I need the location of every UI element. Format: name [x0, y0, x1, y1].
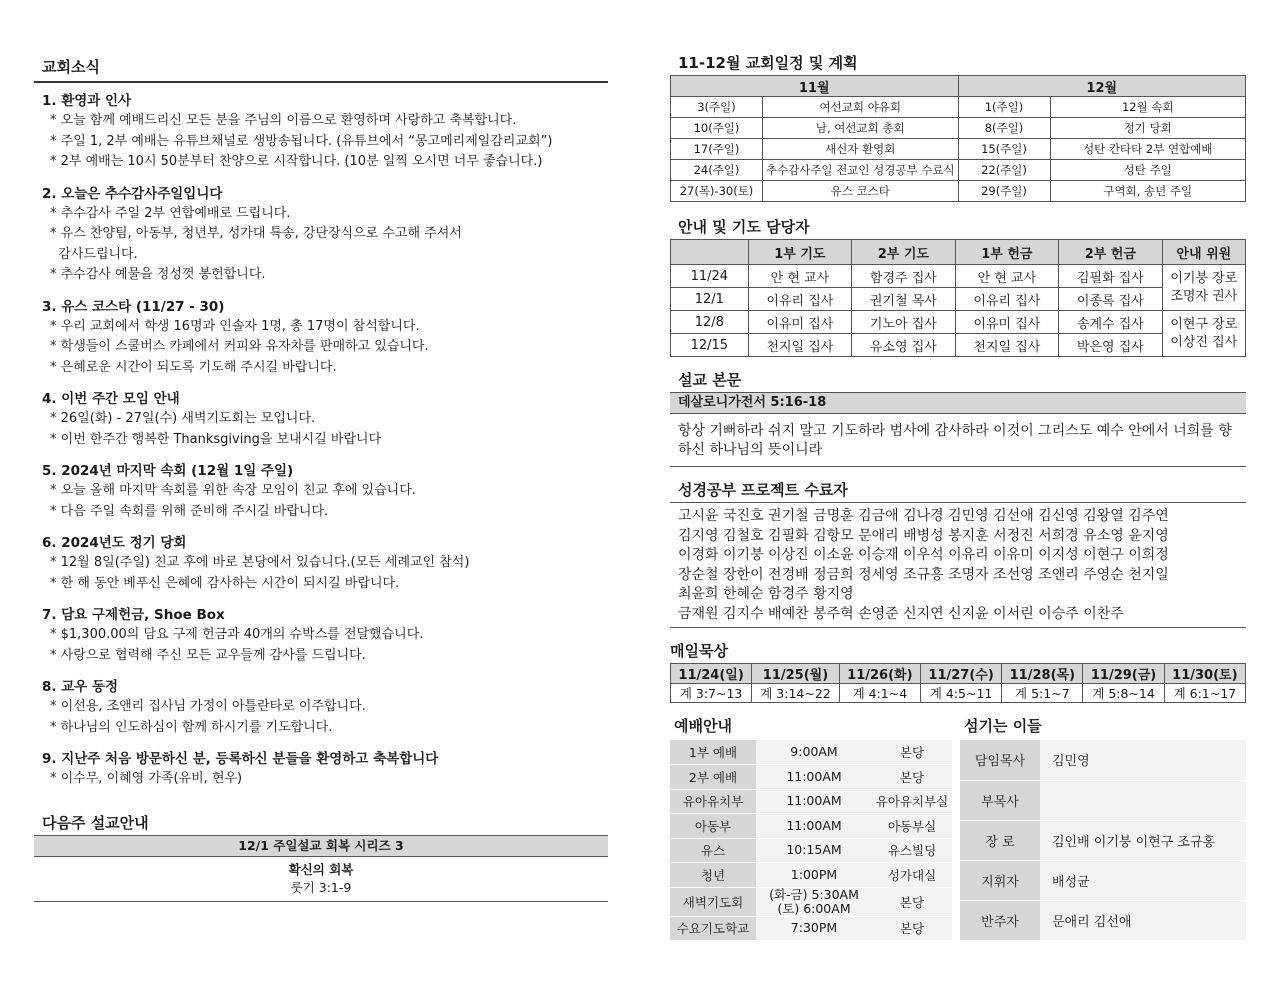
prayer-title: 안내 및 기도 담당자 [678, 218, 810, 236]
news-item [42, 389, 608, 450]
meditation-day: 11/30(토) [1164, 663, 1245, 683]
prayer-person: 천지일 집사 [955, 334, 1059, 357]
news-heading: 7. 담요 구제헌금, Shoe Box [42, 607, 225, 623]
usher-cell: 이기붕 장로 조명자 권사 [1162, 265, 1245, 311]
meditation-day: 11/27(수) [920, 663, 1001, 683]
prayer-person: 박은영 집사 [1059, 334, 1163, 357]
servers-row [960, 780, 1246, 820]
meditation-day: 11/26(화) [839, 663, 920, 683]
schedule-row [671, 181, 1246, 202]
schedule-row [671, 97, 1246, 118]
sermon-text-reference: 데살로니가전서 5:16-18 [670, 392, 1246, 414]
servers-section [960, 715, 1246, 941]
news-heading: 9. 지난주 처음 방문하신 분, 등록하신 분들을 환영하고 축복합니다 [42, 751, 439, 767]
meditation-day: 11/25(월) [752, 663, 840, 683]
prayer-table [670, 239, 1246, 357]
prayer-person: 이유미 집사 [748, 311, 852, 334]
worship-name: 2부 예배 [670, 765, 756, 790]
schedule-title: 11-12월 교회일정 및 계획 [678, 54, 858, 72]
worship-row [670, 863, 952, 888]
prayer-row [671, 311, 1246, 334]
news-line: * 은혜로운 시간이 되도록 기도해 주시길 바랍니다. [50, 359, 337, 375]
prayer-header: 1부 헌금 [955, 240, 1059, 265]
news-heading: 5. 2024년 마지막 속회 (12월 1일 주일) [42, 463, 294, 479]
right-column [670, 50, 1246, 703]
worship-place: 아동부실 [872, 814, 952, 839]
prayer-row [671, 265, 1246, 288]
news-line: * 이선용, 조앤리 집사님 가정이 아틀란타로 이주합니다. [50, 699, 366, 714]
graduates-line: 장순철 장한이 전경배 정금희 정세영 조규흥 조명자 조선영 조앤리 주영순 천지일 [678, 566, 1169, 583]
meditation-passage: 계 3:14~22 [752, 683, 840, 702]
prayer-date: 12/8 [671, 311, 749, 334]
prayer-person: 이종록 집사 [1059, 288, 1163, 311]
graduates-line: 최윤희 한혜순 함경주 황지영 [678, 586, 854, 603]
worship-place: 유아유치부실 [872, 789, 952, 814]
news-line: 감사드립니다. [50, 246, 138, 262]
news-heading: 3. 유스 코스타 (11/27 - 30) [42, 298, 225, 315]
news-list [34, 83, 608, 790]
news-line: * 한 해 동안 베푸신 은혜에 감사하는 시간이 되시길 바랍니다. [50, 575, 400, 591]
servers-role: 담임목사 [960, 740, 1040, 780]
news-heading: 4. 이번 주간 모임 안내 [42, 391, 180, 407]
servers-table [960, 740, 1246, 941]
meditation-passage: 계 5:8~14 [1083, 683, 1164, 702]
worship-row [670, 765, 952, 790]
news-line: * 이수무, 이혜영 가족(유비, 현우) [50, 771, 243, 786]
schedule-event: 여선교회 야유회 [763, 97, 959, 118]
meditation-day-row [671, 663, 1246, 683]
news-heading: 1. 환영과 인사 [42, 93, 132, 109]
worship-row [670, 789, 952, 814]
news-line: * 학생들이 스쿨버스 카페에서 커피와 유자차를 판매하고 있습니다. [50, 339, 429, 354]
prayer-header: 1부 기도 [748, 240, 852, 265]
worship-row [670, 838, 952, 863]
meditation-passage: 계 6:1~17 [1164, 683, 1245, 702]
worship-place: 본당 [872, 740, 952, 765]
next-sermon-body [34, 857, 608, 902]
month-header-december: 12월 [958, 76, 1246, 97]
schedule-event: 남, 여선교회 총회 [763, 118, 959, 139]
servers-names: 배성균 [1040, 860, 1246, 900]
worship-title: 예배안내 [674, 717, 732, 735]
news-line: * $1,300.00의 담요 구제 헌금과 40개의 슈박스를 전달했습니다. [50, 627, 424, 642]
servers-role: 지휘자 [960, 860, 1040, 900]
prayer-person: 유소영 집사 [852, 334, 956, 357]
worship-name: 새벽기도회 [670, 887, 756, 916]
prayer-header-row [671, 240, 1246, 265]
meditation-table [670, 663, 1246, 703]
prayer-person: 이유리 집사 [748, 288, 852, 311]
schedule-event: 추수감사주일 전교인 성경공부 수료식 [763, 160, 959, 181]
news-heading: 2. 오늘은 추수감사주일입니다 [42, 185, 223, 202]
schedule-event: 정기 당회 [1050, 118, 1246, 139]
schedule-date: 17(주일) [671, 139, 763, 160]
sermon-text-body: 항상 기뻐하라 쉬지 말고 기도하라 범사에 감사하라 이것이 그리스도 예수 안에서 너희를 향하신 하나님의 뜻이니라 [670, 414, 1246, 467]
schedule-event: 유스 코스타 [763, 181, 959, 202]
meditation-title: 매일묵상 [670, 641, 728, 660]
servers-role: 장 로 [960, 820, 1040, 860]
servers-role: 반주자 [960, 900, 1040, 940]
graduates-title: 성경공부 프로젝트 수료자 [678, 481, 848, 499]
worship-row [670, 740, 952, 765]
news-line: * 오늘 올해 마지막 속회를 위한 속장 모임이 친교 후에 있습니다. [50, 483, 416, 498]
news-line: * 주일 1, 2부 예배는 유튜브채널로 생방송됩니다. (유튜브에서 “몽고메리제일감리교회”) [50, 133, 553, 149]
servers-names: 김인배 이기붕 이현구 조규홍 [1040, 820, 1246, 860]
servers-title: 섬기는 이들 [964, 717, 1042, 735]
next-sermon-bar: 12/1 주일설교 회복 시리즈 3 [34, 835, 608, 857]
schedule-date: 22(주일) [958, 160, 1050, 181]
prayer-row [671, 288, 1246, 311]
prayer-header [671, 240, 749, 265]
schedule-date: 1(주일) [958, 97, 1050, 118]
meditation-passage: 계 4:5~11 [920, 683, 1001, 702]
worship-row [670, 814, 952, 839]
schedule-date: 24(주일) [671, 160, 763, 181]
worship-name: 유아유치부 [670, 789, 756, 814]
month-header-november: 11월 [671, 76, 959, 97]
news-line: * 26일(화) - 27일(수) 새벽기도회는 모입니다. [50, 411, 316, 426]
worship-name: 수요기도학교 [670, 916, 756, 941]
prayer-person: 안 현 교사 [955, 265, 1059, 288]
worship-place: 유스빌딩 [872, 838, 952, 863]
meditation-passage: 계 4:1~4 [839, 683, 920, 702]
news-item [42, 677, 608, 738]
news-line: * 다음 주일 속회를 위해 준비해 주시길 바랍니다. [50, 503, 329, 519]
news-line: * 추수감사 주일 2부 연합예배로 드립니다. [50, 205, 291, 221]
prayer-person: 송계수 집사 [1059, 311, 1163, 334]
news-item [42, 605, 608, 666]
schedule-event: 성탄 칸타타 2부 연합예배 [1050, 139, 1246, 160]
schedule-date: 29(주일) [958, 181, 1050, 202]
prayer-date: 11/24 [671, 265, 749, 288]
graduates-line: 김지영 김철호 김필화 김항모 문애리 배병성 봉지훈 서정진 서희경 유소영 윤지영 [678, 527, 1169, 544]
worship-time: 9:00AM [756, 740, 872, 765]
graduates-list [670, 502, 1246, 628]
worship-time: 7:30PM [756, 916, 872, 941]
worship-time: (화-금) 5:30AM (토) 6:00AM [756, 887, 872, 916]
schedule-row [671, 160, 1246, 181]
news-line: * 이번 한주간 행복한 Thanksgiving을 보내시길 바랍니다 [50, 431, 382, 447]
next-sermon-title: 다음주 설교안내 [42, 813, 149, 832]
news-item [42, 184, 608, 286]
graduates-line: 고시윤 국진호 권기철 금명훈 김금애 김나경 김민영 김선애 김신영 김왕열 김주연 [678, 508, 1169, 524]
servers-names: 김민영 [1040, 740, 1246, 780]
schedule-date: 3(주일) [671, 97, 763, 118]
worship-section [670, 715, 952, 941]
next-sermon-heading: 확신의 회복 [288, 861, 354, 877]
church-news-title: 교회소식 [34, 52, 608, 83]
news-line: * 추수감사 예물을 정성껏 봉헌합니다. [50, 267, 266, 282]
worship-time: 11:00AM [756, 765, 872, 790]
worship-time: 1:00PM [756, 863, 872, 888]
worship-name: 아동부 [670, 814, 756, 839]
news-item [42, 749, 608, 790]
meditation-passage: 계 3:7~13 [671, 683, 752, 702]
usher-cell: 이현구 장로 이상진 집사 [1162, 311, 1245, 357]
prayer-person: 이유리 집사 [955, 288, 1059, 311]
worship-place: 본당 [872, 887, 952, 916]
prayer-person: 기노아 집사 [852, 311, 956, 334]
servers-row [960, 900, 1246, 940]
prayer-date: 12/15 [671, 334, 749, 357]
prayer-person: 천지일 집사 [748, 334, 852, 357]
worship-row [670, 887, 952, 916]
worship-table [670, 740, 952, 941]
prayer-person: 함경주 집사 [852, 265, 956, 288]
worship-place: 본당 [872, 916, 952, 941]
next-sermon-passage: 룻기 3:1-9 [290, 879, 352, 895]
prayer-header: 2부 기도 [852, 240, 956, 265]
schedule-row [671, 139, 1246, 160]
worship-name: 청년 [670, 863, 756, 888]
prayer-date: 12/1 [671, 288, 749, 311]
schedule-event: 구역회, 송년 주일 [1050, 181, 1246, 202]
servers-row [960, 740, 1246, 780]
prayer-person: 김필화 집사 [1059, 265, 1163, 288]
worship-place: 본당 [872, 765, 952, 790]
worship-place: 성가대실 [872, 863, 952, 888]
servers-row [960, 820, 1246, 860]
worship-name: 유스 [670, 838, 756, 863]
news-item [42, 297, 608, 379]
prayer-person: 안 현 교사 [748, 265, 852, 288]
schedule-event: 12월 속회 [1050, 97, 1246, 118]
graduates-line: 이경화 이기붕 이상진 이소윤 이승재 이우석 이유리 이유미 이지성 이현구 이희정 [678, 547, 1169, 564]
news-line: * 유스 찬양팀, 아동부, 청년부, 성가대 특송, 강단장식으로 수고해 주셔서 [50, 226, 462, 241]
meditation-passage-row [671, 683, 1246, 702]
news-line: * 2부 예배는 10시 50분부터 찬양으로 시작합니다. (10분 일찍 오시면 너무 좋습니다.) [50, 154, 543, 169]
news-line: * 12월 8일(주일) 친교 후에 바로 본당에서 있습니다.(모든 세례교인 참석) [50, 555, 470, 570]
sermon-text-title: 설교 본문 [678, 371, 742, 389]
meditation-day: 11/24(일) [671, 663, 752, 683]
next-sermon-section [34, 808, 608, 902]
news-line: * 하나님의 인도하심이 함께 하시기를 기도합니다. [50, 719, 333, 735]
meditation-passage: 계 5:1~7 [1002, 683, 1083, 702]
prayer-row [671, 334, 1246, 357]
news-item [42, 461, 608, 522]
worship-time: 11:00AM [756, 789, 872, 814]
servers-row [960, 860, 1246, 900]
prayer-person: 권기철 목사 [852, 288, 956, 311]
schedule-event: 새신자 환영회 [763, 139, 959, 160]
servers-role: 부목사 [960, 780, 1040, 820]
news-item [42, 533, 608, 594]
worship-time: 11:00AM [756, 814, 872, 839]
meditation-day: 11/29(금) [1083, 663, 1164, 683]
schedule-event: 성탄 주일 [1050, 160, 1246, 181]
news-heading: 6. 2024년도 정기 당회 [42, 535, 187, 551]
news-item [42, 91, 608, 173]
news-line: * 사랑으로 협력해 주신 모든 교우들께 감사를 드립니다. [50, 647, 366, 663]
schedule-row [671, 118, 1246, 139]
schedule-date: 27(목)-30(토) [671, 181, 763, 202]
worship-time: 10:15AM [756, 838, 872, 863]
prayer-header: 2부 헌금 [1059, 240, 1163, 265]
prayer-header: 안내 위원 [1162, 240, 1245, 265]
servers-names [1040, 780, 1246, 820]
schedule-date: 15(주일) [958, 139, 1050, 160]
news-line: * 오늘 함께 예배드리신 모든 분을 주님의 이름으로 환영하며 사랑하고 축복합니다. [50, 113, 517, 128]
news-heading: 8. 교우 동정 [42, 679, 119, 695]
meditation-day: 11/28(목) [1002, 663, 1083, 683]
worship-row [670, 916, 952, 941]
schedule-date: 8(주일) [958, 118, 1050, 139]
schedule-table [670, 75, 1246, 202]
church-news-column [34, 52, 608, 902]
schedule-date: 10(주일) [671, 118, 763, 139]
graduates-line: 금재원 김지수 배예찬 봉주혁 손영준 신지연 신지윤 이서린 이승주 이찬주 [678, 605, 1124, 622]
news-line: * 우리 교회에서 학생 16명과 인솔자 1명, 총 17명이 참석합니다. [50, 318, 420, 334]
servers-names: 문애리 김선애 [1040, 900, 1246, 940]
prayer-person: 이유미 집사 [955, 311, 1059, 334]
worship-name: 1부 예배 [670, 740, 756, 765]
